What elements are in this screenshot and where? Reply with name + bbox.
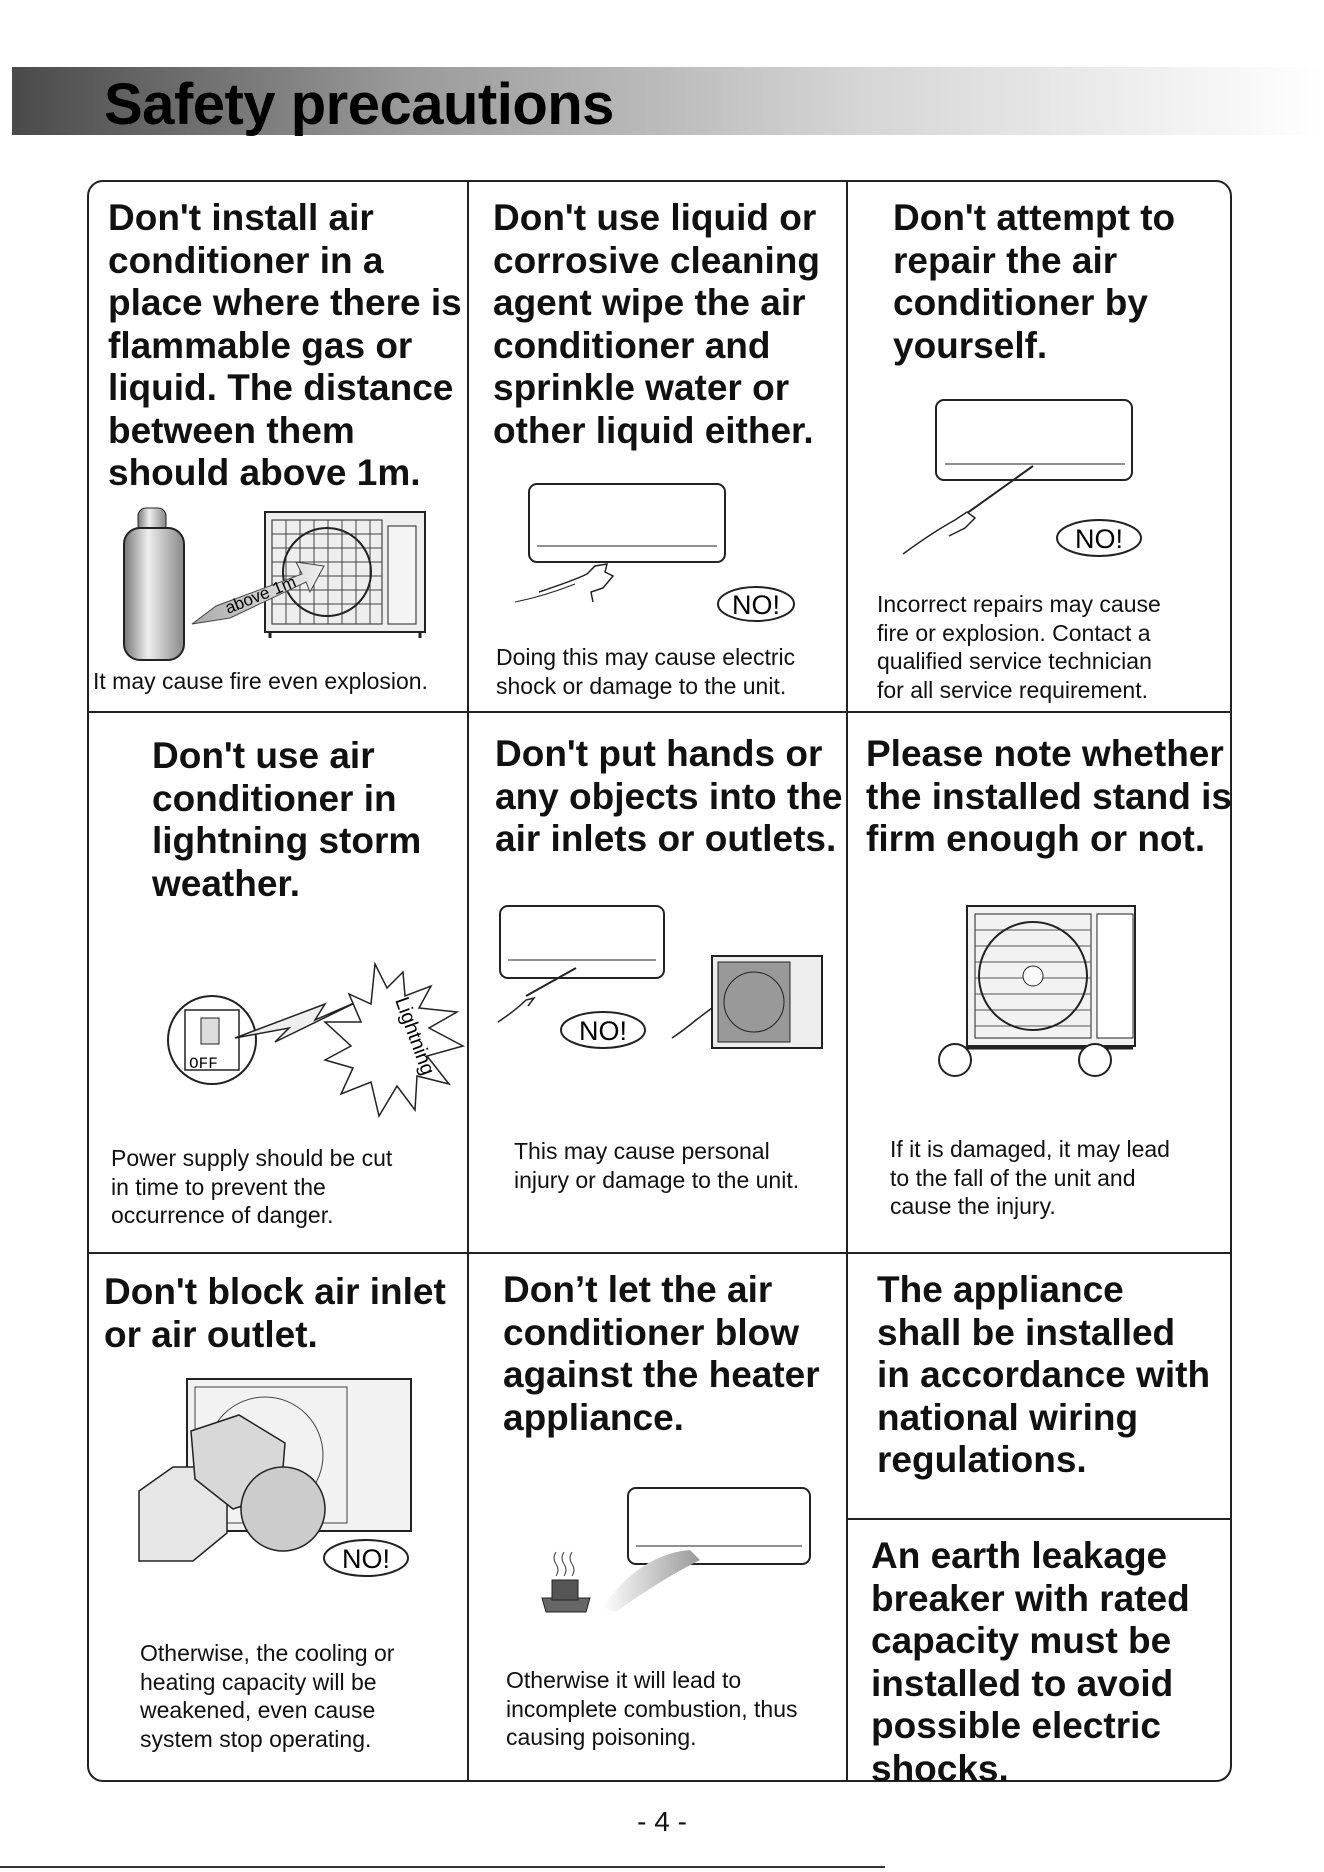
- panel-title: The appliance shall be installed in accordance with national wiring regulations.: [877, 1269, 1211, 1480]
- row-divider: [87, 1252, 1232, 1254]
- footer-rule: [0, 1866, 885, 1868]
- lightning-label: Lightning: [390, 994, 439, 1079]
- gas-cylinder-outdoor-unit-illustration: [120, 500, 430, 670]
- no-badge: NO!: [731, 590, 781, 620]
- page-title: Safety precautions: [104, 72, 614, 137]
- lightning-switch-illustration: [165, 960, 465, 1120]
- blocked-inlet-illustration: [135, 1375, 435, 1585]
- panel-note: Otherwise it will lead to incomplete combustion, thus causing poisoning.: [506, 1667, 798, 1750]
- switch-off-label: OFF: [189, 1055, 218, 1073]
- section-header-bar: [12, 67, 1324, 135]
- panel-title: Don’t let the air conditioner blow against the heater appliance.: [503, 1269, 820, 1438]
- column-divider: [467, 180, 469, 1782]
- hands-in-inlets-illustration: [496, 902, 836, 1062]
- panel-title: Don't use air conditioner in lightning storm weather.: [152, 735, 422, 904]
- heater-airflow-illustration: [530, 1484, 820, 1634]
- panel-title: Don't put hands or any objects into the air inlets or outlets.: [495, 733, 843, 859]
- panel-note: Otherwise, the cooling or heating capacity will be weakened, even cause system stop operating.: [140, 1640, 395, 1752]
- distance-label: above 1m: [222, 572, 299, 618]
- panel-title: Don't use liquid or corrosive cleaning agent wipe the air conditioner and sprinkle water or other liquid either.: [493, 197, 820, 451]
- panel-title: Don't install air conditioner in a place where there is flammable gas or liquid. The distance between them should above 1m.: [108, 197, 462, 493]
- panel-note: Power supply should be cut in time to prevent the occurrence of danger.: [111, 1145, 393, 1228]
- no-badge: NO!: [578, 1016, 628, 1046]
- no-badge: NO!: [341, 1544, 391, 1574]
- panel-title: Don't attempt to repair the air conditioner by yourself.: [893, 197, 1176, 366]
- row-divider: [846, 1518, 1232, 1520]
- panel-title: An earth leakage breaker with rated capacity must be installed to avoid possible electric shocks.: [871, 1535, 1190, 1789]
- panel-title: Don't block air inlet or air outlet.: [104, 1271, 446, 1355]
- outdoor-unit-stand-illustration: [933, 900, 1153, 1085]
- panel-title: Please note whether the installed stand is firm enough or not.: [866, 733, 1232, 859]
- page-number: - 4 -: [637, 1806, 687, 1837]
- panel-note: If it is damaged, it may lead to the fall of the unit and cause the injury.: [890, 1136, 1170, 1219]
- panel-note: It may cause fire even explosion.: [93, 668, 428, 694]
- panel-note: Doing this may cause electric shock or damage to the unit.: [496, 644, 796, 699]
- screwdriver-repair-illustration: [893, 392, 1153, 562]
- panel-note: This may cause personal injury or damage to the unit.: [514, 1138, 800, 1193]
- wet-cloth-indoor-unit-illustration: [515, 480, 815, 630]
- panel-note: Incorrect repairs may cause fire or explosion. Contact a qualified service technician for all service requirement.: [877, 591, 1161, 703]
- row-divider: [87, 711, 1232, 713]
- column-divider: [846, 180, 848, 1782]
- no-badge: NO!: [1074, 524, 1124, 554]
